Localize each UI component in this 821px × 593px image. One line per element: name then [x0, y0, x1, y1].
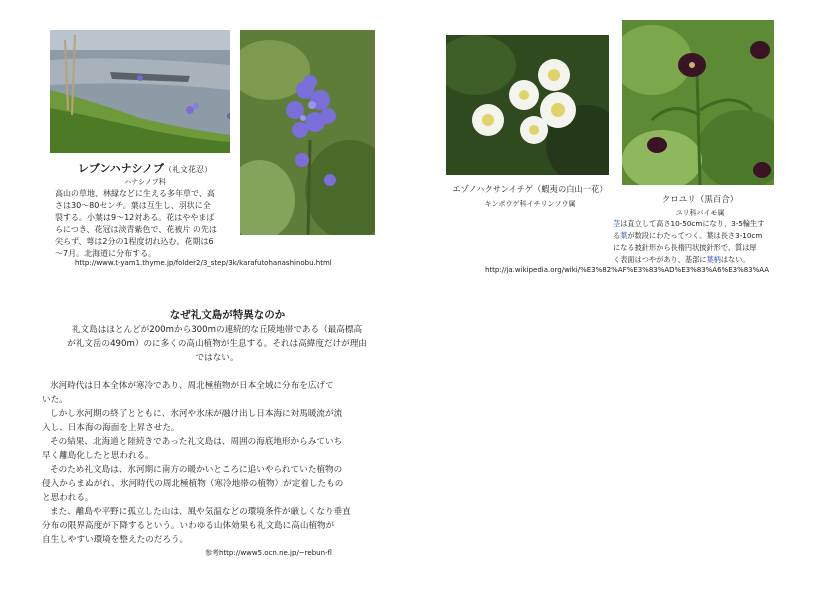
desc-text: は直立して高さ10-50cmになり、3-5輪生す: [620, 219, 765, 228]
essay-line: が礼文岳の490m）のに多くの高山植物が生息する。それは高緯度だけが理由: [67, 339, 367, 349]
essay-line: 侵入からまぬがれ、氷河時代の周北極植物（寒冷地帯の植物）が定着したもの: [42, 479, 344, 489]
desc-line: さは30～80センチ。葉は互生し、羽状に全: [55, 201, 211, 210]
source-url-right: http://ja.wikipedia.org/wiki/%E3%82%AF%E3%83%AD%E3%83%A6%E3%83%AA: [485, 266, 770, 274]
flower1-family: キンポウゲ科イチリンソウ属: [484, 200, 576, 208]
desc-text: が数段にわたってつく。葉は長さ3-10cm: [627, 231, 763, 240]
flower1-caption: [440, 183, 620, 209]
plant-name-kanji: （礼文花忍）: [164, 165, 213, 174]
photo-rebun-hanashinobu: [240, 30, 375, 235]
essay-line: と思われる。: [42, 493, 94, 503]
plant-title-block: [55, 160, 235, 187]
desc-line: 高山の草地、林縁などに生える多年草で、高: [55, 189, 215, 198]
essay-line: 氷河時代は日本全体が寒冷であり、周北極植物が日本全域に分布を広げて: [50, 381, 334, 391]
photo-ezo-hakusan-ichige: [446, 35, 609, 175]
essay-line: 早く離島化したと思われる。: [42, 451, 154, 461]
desc-line: 尖らず、萼は2分の1程度切れ込む。花期は6: [55, 237, 214, 246]
essay-line: ではない。: [195, 353, 239, 363]
link-stem[interactable]: 茎: [613, 219, 621, 228]
essay-line: 分布の限界高度が下降するという。いわゆる山体効果も礼文島に高山植物が: [42, 521, 335, 531]
essay-line: その結果、北海道と陸続きであった礼文島は、周囲の海底地形からみていち: [50, 437, 343, 447]
desc-line: らにつき、花冠は淡青紫色で、花被片 の先は: [55, 225, 217, 234]
flower1-name: エゾノハクサンイチゲ（蝦夷の白山一花）: [452, 184, 608, 194]
flower2-family: ユリ科バイモ属: [675, 209, 725, 217]
essay-line: しかし氷河期の終了とともに、氷河や氷床が融け出し日本海に対馬暖流が流: [50, 409, 343, 419]
link-petiole[interactable]: 葉柄: [706, 255, 721, 264]
essay-line: そのため礼文島は、氷河期に南方の暖かいところに追いやられていた植物の: [50, 465, 343, 475]
desc-line: [613, 218, 798, 230]
plant-family: ハナシノブ科: [124, 178, 166, 186]
desc-line: になる披針形から長楕円状披針形で、質は厚: [613, 243, 757, 252]
desc-text: く表面はつやがあり、基部に: [613, 255, 707, 264]
essay-line: 入し、日本海の海面を上昇させた。: [42, 423, 180, 433]
source-url-left: http://www.t-yam1.thyme.jp/folder2/3_step/3k/karafutohanashinobu.html: [75, 259, 332, 267]
desc-line: ～7月。北海道に分布する。: [55, 249, 157, 258]
essay-reference: 参考http://www5.ocn.ne.jp/~rebun-fl: [205, 549, 332, 557]
desc-line: [613, 254, 798, 266]
photo-kuroyuri: [622, 20, 774, 185]
essay-line: いた。: [42, 395, 68, 405]
essay-line: 自生しやすい環境を整えたのだろう。: [42, 535, 189, 545]
link-leaf[interactable]: 葉: [620, 231, 628, 240]
essay-line: また、離島や平野に孤立した山は、風や気温などの環境条件が厳しくなり垂直: [50, 507, 351, 517]
desc-line: 裂する。小葉は9～12対ある。花はややまば: [55, 213, 215, 222]
flower2-name: クロユリ（黒百合）: [661, 195, 739, 205]
desc-line: [613, 230, 798, 242]
plant-name: レブンハナシノブ: [77, 162, 165, 175]
plant-description: [55, 188, 240, 260]
desc-text: る: [613, 231, 621, 240]
desc-text: はない。: [720, 255, 750, 264]
flower2-caption: [620, 193, 780, 218]
essay-line: 礼文島はほとんどが200mから300mの連続的な丘陵地帯である（最高標高: [71, 325, 363, 335]
photo-coastal-meadow: [50, 30, 230, 153]
essay-heading: なぜ礼文島が特異なのか: [169, 309, 286, 321]
flower2-description: [613, 218, 798, 266]
essay-body: [42, 323, 392, 547]
